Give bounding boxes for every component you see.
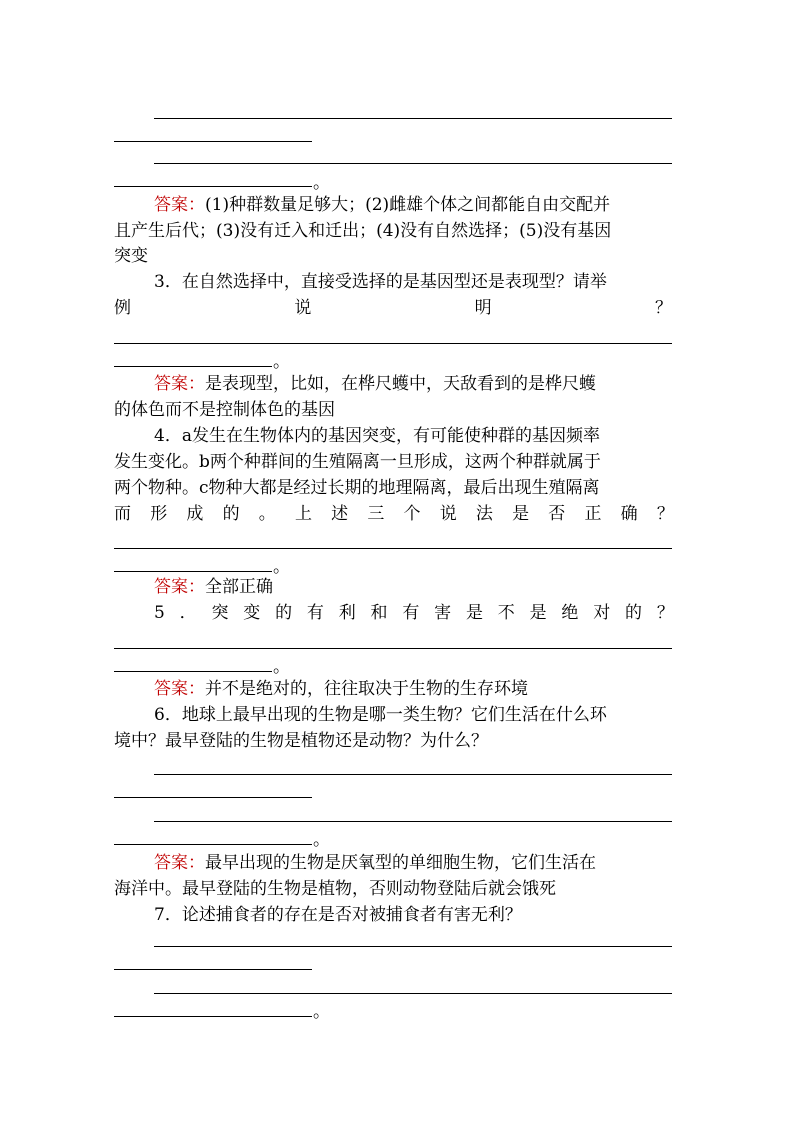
question-5 [154, 603, 674, 623]
q5-char: 害 [434, 603, 452, 623]
answer-4-text: 全部正确 [205, 577, 273, 597]
answer-label: 答案： [154, 374, 205, 394]
question-4-line-1: 4．a发生在生物体内的基因突变，有可能使种群的基因频率 [154, 426, 600, 446]
q5-char: 和 [370, 603, 388, 623]
q5-char: 变 [243, 603, 261, 623]
period: 。 [273, 352, 290, 372]
q5-char: 对 [593, 603, 611, 623]
q5-char: 的 [625, 603, 643, 623]
answer-2-line-3: 突变 [114, 246, 148, 266]
q4-char: 否 [548, 504, 566, 524]
q4-char: 成 [186, 504, 204, 524]
q5-char: 是 [529, 603, 547, 623]
question-4-line-2: 发生变化。b两个种群间的生殖隔离一旦形成，这两个种群就属于 [114, 452, 601, 472]
blank-line [154, 118, 672, 119]
answer-label: 答案： [154, 679, 205, 699]
q5-char: 是 [465, 603, 483, 623]
q3-word: 明 [474, 298, 492, 318]
blank-line [154, 774, 672, 775]
q3-word: 例 [114, 298, 131, 318]
answer-6-line-1 [154, 853, 596, 873]
q4-char: 三 [367, 504, 385, 524]
answer-3-line-1 [154, 374, 596, 394]
question-4-line-3: 两个物种。c物种大都是经过长期的地理隔离，最后出现生殖隔离 [114, 478, 600, 498]
blank-line [114, 797, 312, 798]
blank-line [114, 186, 312, 187]
q5-char: 突 [211, 603, 229, 623]
period: 。 [313, 1002, 330, 1022]
question-6-line-2: 境中？最早登陆的生物是植物还是动物？为什么？ [114, 731, 488, 751]
blank-line [114, 969, 312, 970]
answer-4 [154, 577, 273, 597]
blank-line [114, 141, 312, 142]
blank-line [114, 343, 672, 344]
period: 。 [273, 557, 290, 577]
q4-char: 确 [620, 504, 638, 524]
answer-6-text: 最早出现的生物是厌氧型的单细胞生物，它们生活在 [205, 853, 596, 873]
period: 。 [313, 830, 330, 850]
blank-line [114, 648, 672, 649]
q4-char: 说 [439, 504, 457, 524]
answer-label: 答案： [154, 195, 205, 215]
q5-char: 的 [275, 603, 293, 623]
q4-char: 形 [150, 504, 168, 524]
q5-char: 5 [154, 603, 165, 623]
blank-line [154, 821, 672, 822]
question-6-line-1: 6．地球上最早出现的生物是哪一类生物？它们生活在什么环 [154, 705, 607, 725]
q4-char: 而 [114, 504, 131, 524]
q5-char: ． [179, 603, 197, 623]
blank-line [114, 1016, 312, 1017]
answer-5-text: 并不是绝对的，往往取决于生物的生存环境 [205, 679, 528, 699]
answer-2-text: (1)种群数量足够大；(2)雌雄个体之间都能自由交配并 [205, 195, 611, 215]
answer-label: 答案： [154, 577, 205, 597]
q3-word: ？ [654, 298, 672, 318]
blank-line [114, 548, 672, 549]
answer-6-line-2: 海洋中。最早登陆的生物是植物，否则动物登陆后就会饿死 [114, 879, 556, 899]
blank-line [154, 946, 672, 947]
q4-char: 法 [475, 504, 493, 524]
period: 。 [273, 657, 290, 677]
answer-3-line-2: 的体色而不是控制体色的基因 [114, 400, 335, 420]
q4-char: 正 [584, 504, 602, 524]
q5-char: 有 [402, 603, 420, 623]
period: 。 [313, 173, 330, 193]
q4-char: 述 [331, 504, 349, 524]
q5-char: 不 [497, 603, 515, 623]
q4-char: 上 [294, 504, 312, 524]
q4-char: 的 [222, 504, 240, 524]
answer-label: 答案： [154, 853, 205, 873]
question-3-line-1: 3．在自然选择中，直接受选择的是基因型还是表现型？请举 [154, 272, 607, 292]
q4-char: 是 [512, 504, 530, 524]
blank-line [154, 993, 672, 994]
q4-char: 个 [403, 504, 421, 524]
question-3-line-2 [114, 298, 672, 318]
blank-line [154, 163, 672, 164]
blank-line [114, 844, 312, 845]
q4-char: ？ [656, 504, 674, 524]
q5-char: 有 [306, 603, 324, 623]
q4-char: 。 [258, 504, 276, 524]
q5-char: 利 [338, 603, 356, 623]
q3-word: 说 [294, 298, 312, 318]
question-7: 7．论述捕食者的存在是否对被捕食者有害无利？ [154, 905, 522, 925]
blank-line [114, 571, 272, 572]
answer-2-line-2: 且产生后代；(3)没有迁入和迁出；(4)没有自然选择；(5)没有基因 [114, 221, 612, 241]
q5-char: 绝 [561, 603, 579, 623]
answer-3-text: 是表现型，比如，在桦尺蠖中，天敌看到的是桦尺蠖 [205, 374, 596, 394]
answer-5 [154, 679, 528, 699]
answer-2-line-1 [154, 195, 610, 215]
question-4-line-4 [114, 504, 674, 524]
blank-line [114, 671, 272, 672]
blank-line [114, 366, 272, 367]
q5-char: ？ [656, 603, 674, 623]
